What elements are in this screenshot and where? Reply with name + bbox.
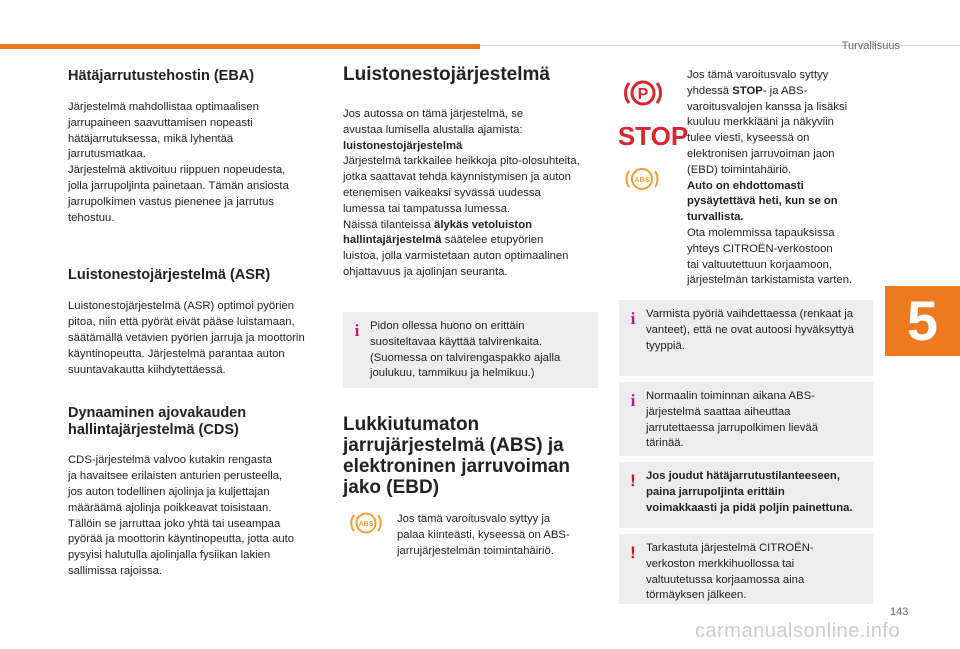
parking-brake-warning-icon <box>623 76 663 110</box>
traction-heading: Luistonestojärjestelmä <box>343 64 550 85</box>
warning-icon: ! <box>630 543 636 562</box>
warning-box-emergency-braking: ! Jos joudut hätäjarrutustilanteeseen, paina jarrupoljinta erittäin voimakkaasti ja pidä poljin painettuna. <box>619 462 873 528</box>
abs-heading: Lukkiutumaton jarrujärjestelmä (ABS) ja elektroninen jarruvoiman jako (EBD) <box>343 414 571 498</box>
asr-text: Luistonestojärjestelmä (ASR) optimoi pyörien pitoa, niin että pyörät eivät pääse luistamaan, säätämällä vetävien pyörien jarruja ja moottorin käyntinopeutta. Järjestelmä parantaa auton suuntavakautta kiihdytettäessä. <box>68 300 305 376</box>
header-accent-bar <box>0 44 480 49</box>
section-label: Turvallisuus <box>841 40 900 52</box>
svg-text:ABS: ABS <box>358 521 374 528</box>
stop-warning-icon <box>617 118 689 151</box>
info-box-abs-vibration: i Normaalin toiminnan aikana ABS- järjestelmä saattaa aiheuttaa jarrutettaessa jarrupolkimen lievää tärinää. <box>619 382 873 456</box>
column-middle <box>343 64 608 281</box>
cds-heading: Dynaaminen ajovakauden hallintajärjestelmä (CDS) <box>68 405 247 439</box>
abs-warning-icon <box>349 508 383 538</box>
eba-heading: Hätäjarrutustehostin (EBA) <box>68 68 255 84</box>
page-number: 143 <box>890 606 909 618</box>
asr-heading: Luistonestojärjestelmä (ASR) <box>68 267 271 284</box>
ebd-warning-text: Jos tämä varoitusvalo syttyy yhdessä STOP- ja ABS- varoitusvalojen kanssa ja lisäksi kuuluu merkkiääni ja näkyviin tulee viesti, kyseessä on elektronisen jarruvoiman jaon (EBD) toimintahäiriö. Auto on ehdottomasti pysäytettävä heti, kun se on turvallista. Ota molemmissa tapauksissa yhteys CITROËN-verkostoon tai valtuutettuun korjaamoon, järjestelmän tarkistamista varten. <box>687 69 853 287</box>
info-box-winter-tyres: i Pidon ollessa huono on erittäin suositeltavaa käyttää talvirenkaita. (Suomessa on talvirengaspakko ajalla joulukuu, tammikuu ja helmikuu.) <box>343 312 598 388</box>
svg-text:ABS: ABS <box>634 175 650 184</box>
chapter-tab: 5 <box>885 286 960 356</box>
info-icon: i <box>630 391 636 410</box>
eba-text: Järjestelmä mahdollistaa optimaalisen jarrupaineen saavuttamisen nopeasti hätäjarrutuksessa, mikä lyhentää jarrutusmatkaa. Järjestelmä aktivoituu riippuen nopeudesta, jolla jarrupoljinta painetaan. Tämän ansiosta jarrupolkimen vastus pienenee ja jarrutus tehostuu. <box>68 101 289 224</box>
svg-text:P: P <box>637 86 649 103</box>
watermark: carmanualsonline.info <box>695 620 901 642</box>
abs-warning-icon-small <box>624 163 660 195</box>
info-box-wheels: i Varmista pyöriä vaihdettaessa (renkaat ja vanteet), että ne ovat autoosi hyväksyttyä tyyppiä. <box>619 300 873 376</box>
column-left <box>68 68 333 580</box>
cds-text: CDS-järjestelmä valvoo kutakin rengasta ja havaitsee erilaisten anturien perusteella, jos auton todellinen ajolinja ja kuljettajan määräämä ajolinja poikkeavat toisistaan. Tällöin se jarruttaa joko yhtä tai useampaa pyörää ja moottorin käyntinopeutta, jotta auto pysyisi halutulla ajolinjalla fysiikan lakien sallimissa rajoissa. <box>68 454 295 577</box>
svg-text:STOP: STOP <box>617 121 689 151</box>
warning-icon: ! <box>630 471 636 490</box>
warning-box-collision-check: ! Tarkastuta järjestelmä CITROËN- verkoston merkkihuollossa tai valtuutetussa korjaamossa aina törmäyksen jälkeen. <box>619 534 873 604</box>
info-icon: i <box>354 321 360 340</box>
abs-text: Jos tämä varoitusvalo syttyy ja palaa kiinteästi, kyseessä on ABS- jarrujärjestelmän toimintahäiriö. <box>397 513 570 557</box>
traction-text: Jos autossa on tämä järjestelmä, se avustaa lumisella alustalla ajamista: luistonestojärjestelmä Järjestelmä tarkkailee heikkoja pito-olosuhteita, jotka saattavat tehdä käynnistymisen ja auton etenemisen vaikeaksi syvässä uudessa lumessa tai tampatussa lumessa. Näissä tilanteissa älykäs vetoluiston hallintajärjestelmä säätelee etupyörien luistoa, jolla varmistetaan auton optimaalinen ohjattavuus ja ajolinjan seuranta. <box>343 108 580 278</box>
info-icon: i <box>630 309 636 328</box>
